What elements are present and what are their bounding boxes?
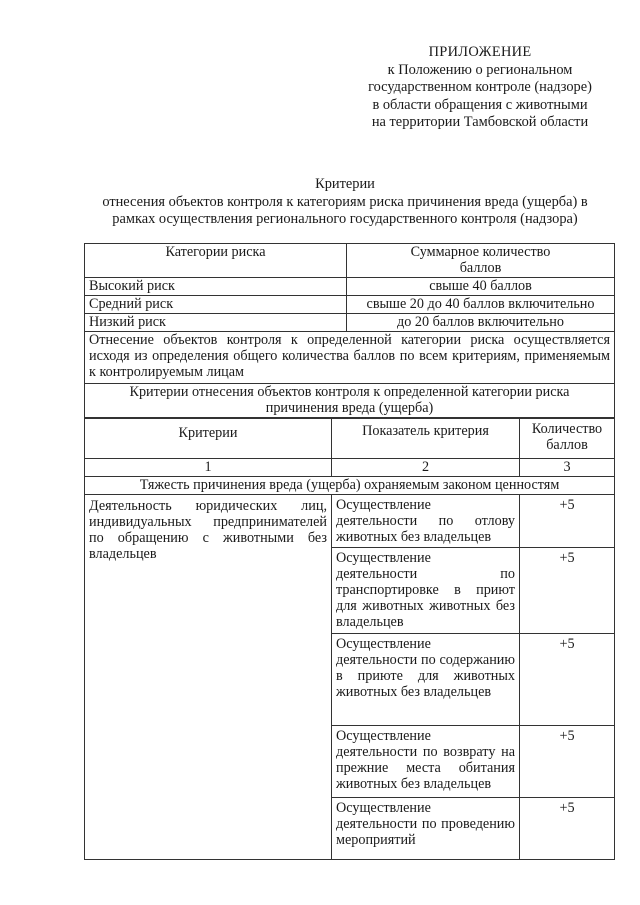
score-cell: +5 bbox=[520, 634, 615, 726]
header-points: Количество баллов bbox=[520, 419, 615, 459]
table-row bbox=[85, 384, 615, 418]
risk-category-cell: Высокий риск bbox=[85, 278, 347, 296]
risk-points-cell: свыше 20 до 40 баллов включительно bbox=[347, 296, 615, 314]
risk-category-cell: Низкий риск bbox=[85, 314, 347, 332]
score-cell: +5 bbox=[520, 495, 615, 548]
appendix-line: государственном контроле (надзоре) bbox=[368, 79, 592, 96]
table-row bbox=[85, 495, 615, 548]
table-row bbox=[85, 477, 615, 495]
criteria-section-title: Критерии отнесения объектов контроля к определенной категории риска причинения вреда (ущерба) bbox=[85, 384, 615, 418]
document-subtitle-line: отнесения объектов контроля к категориям риска причинения вреда (ущерба) в bbox=[102, 193, 588, 210]
criterion-cell: Деятельность юридических лиц, индивидуальных предпринимателей по обращению с животными без владельцев bbox=[85, 495, 332, 860]
indicator-cell: Осуществление деятельности по возврату на прежние места обитания животных без владельцев bbox=[332, 726, 520, 798]
risk-category-cell: Средний риск bbox=[85, 296, 347, 314]
header-criteria: Критерии bbox=[85, 419, 332, 459]
table-row bbox=[85, 314, 615, 332]
criteria-group-title: Тяжесть причинения вреда (ущерба) охраняемым законом ценностям bbox=[85, 477, 615, 495]
indicator-cell: Осуществление деятельности по содержанию в приюте для животных животных без владельцев bbox=[332, 634, 520, 726]
table-row bbox=[85, 332, 615, 384]
appendix-block bbox=[355, 44, 605, 132]
header-total-points: Суммарное количество баллов bbox=[347, 244, 615, 278]
score-cell: +5 bbox=[520, 548, 615, 634]
indicator-cell: Осуществление деятельности по отлову животных без владельцев bbox=[332, 495, 520, 548]
appendix-title: ПРИЛОЖЕНИЕ bbox=[428, 44, 532, 60]
indicator-cell: Осуществление деятельности по транспортировке в приют для животных животных без владельцев bbox=[332, 548, 520, 634]
risk-category-table bbox=[84, 243, 615, 418]
risk-points-cell: до 20 баллов включительно bbox=[347, 314, 615, 332]
table-row bbox=[85, 296, 615, 314]
header-indicator: Показатель критерия bbox=[332, 419, 520, 459]
indicator-cell: Осуществление деятельности по проведению мероприятий bbox=[332, 798, 520, 860]
document-heading bbox=[80, 176, 610, 229]
appendix-line: к Положению о региональном bbox=[387, 61, 573, 78]
appendix-line: в области обращения с животными bbox=[372, 96, 588, 113]
header-risk-category: Категории риска bbox=[85, 244, 347, 278]
appendix-line: на территории Тамбовской области bbox=[371, 114, 589, 131]
document-title: Критерии bbox=[315, 176, 375, 192]
score-cell: +5 bbox=[520, 798, 615, 860]
column-number: 3 bbox=[520, 459, 615, 477]
classification-note: Отнесение объектов контроля к определенной категории риска осуществляется исходя из определения общего количества баллов по всем критериям, применяемым к контролируемым лицам bbox=[85, 332, 615, 384]
criteria-table bbox=[84, 418, 615, 860]
table-row bbox=[85, 459, 615, 477]
column-number: 2 bbox=[332, 459, 520, 477]
risk-points-cell: свыше 40 баллов bbox=[347, 278, 615, 296]
table-row bbox=[85, 278, 615, 296]
column-number: 1 bbox=[85, 459, 332, 477]
table-header-row bbox=[85, 419, 615, 459]
table-header-row bbox=[85, 244, 615, 278]
document-subtitle-line: рамках осуществления регионального государственного контроля (надзора) bbox=[112, 211, 578, 227]
score-cell: +5 bbox=[520, 726, 615, 798]
